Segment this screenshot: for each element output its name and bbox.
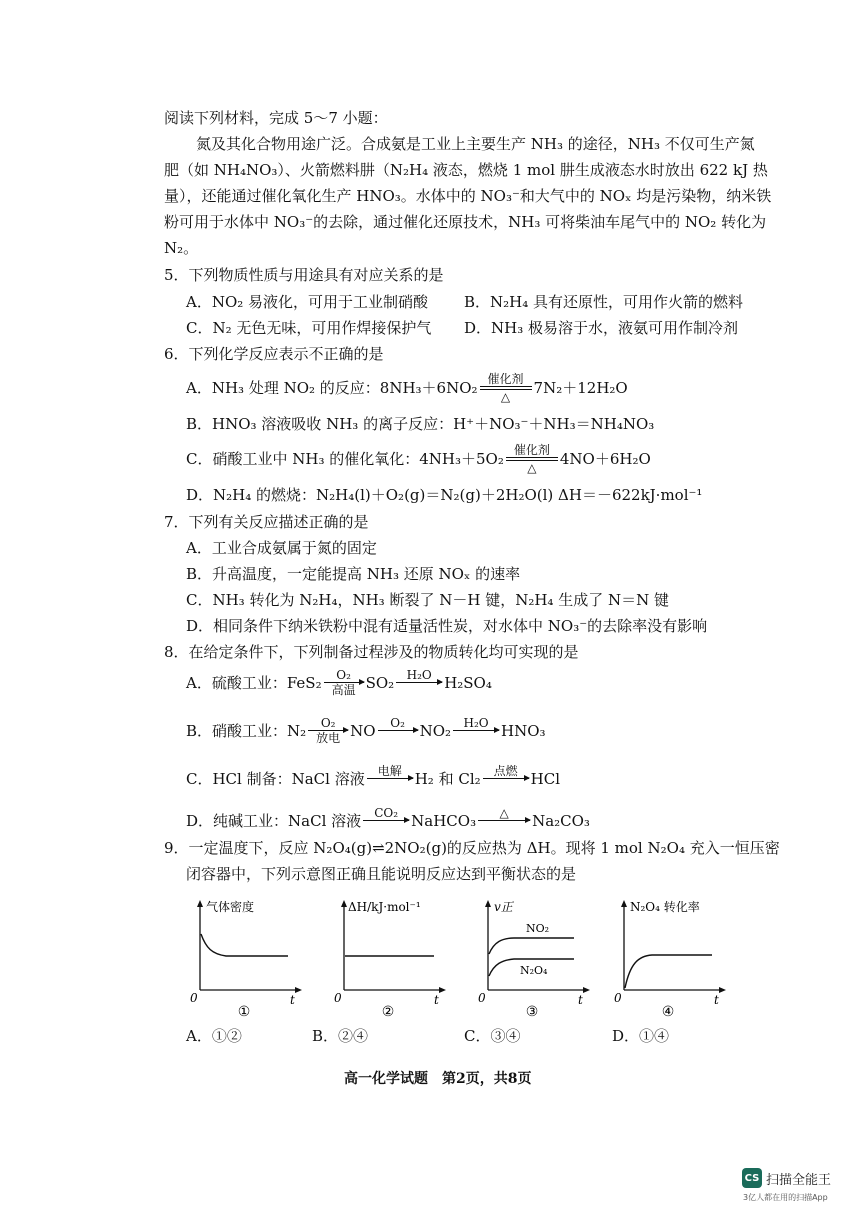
q6-a-reactants: A．NH₃ 处理 NO₂ 的反应：8NH₃＋6NO₂ bbox=[186, 379, 478, 397]
graph-2-origin: 0 bbox=[334, 991, 342, 1005]
q5-option-b: B．N₂H₄ 具有还原性，可用作火箭的燃料 bbox=[464, 293, 744, 311]
q9-stem-line-2: 闭容器中，下列示意图正确且能说明反应达到平衡状态的是 bbox=[186, 865, 577, 883]
page-footer: 高一化学试题 第2页，共8页 bbox=[344, 1071, 532, 1087]
graph-1-curve bbox=[201, 934, 288, 956]
graph-4-conversion bbox=[610, 898, 730, 1020]
reading-heading: 阅读下列材料，完成 5～7 小题： bbox=[164, 109, 388, 127]
q8-stem: 8．在给定条件下，下列制备过程涉及的物质转化均可实现的是 bbox=[164, 643, 579, 661]
q6-option-c bbox=[186, 443, 651, 475]
q6-option-a bbox=[186, 372, 628, 404]
graph-1-number: ① bbox=[237, 1004, 251, 1020]
q9-option-a: A．①② bbox=[186, 1027, 242, 1045]
graph-2-enthalpy bbox=[330, 898, 470, 1020]
q7-option-c: C．NH₃ 转化为 N₂H₄，NH₃ 断裂了 N－H 键，N₂H₄ 生成了 N＝N 键 bbox=[186, 591, 669, 609]
graph-1-xlabel: t bbox=[290, 993, 295, 1007]
q8-c-arrow-1: 电解 bbox=[367, 764, 413, 793]
q9-option-b: B．②④ bbox=[312, 1027, 369, 1045]
graph-2-ylabel: ΔH/kJ·mol⁻¹ bbox=[348, 900, 421, 914]
graph-2-xlabel: t bbox=[434, 993, 439, 1007]
q7-stem: 7．下列有关反应描述正确的是 bbox=[164, 513, 369, 531]
q6-a-products: 7N₂＋12H₂O bbox=[533, 379, 628, 397]
graph-3-ylabel: v正 bbox=[494, 900, 513, 914]
q8-option-c: C．HCl 制备：NaCl 溶液 电解 H₂ 和 Cl₂ 点燃 HCl bbox=[186, 764, 560, 793]
q8-option-a: A．硫酸工业：FeS₂ O₂ 高温 SO₂ H₂O H₂SO₄ bbox=[186, 668, 492, 697]
q9-option-c: C．③④ bbox=[464, 1027, 521, 1045]
graph-3-number: ③ bbox=[525, 1004, 539, 1020]
q5-option-d: D．NH₃ 极易溶于水，液氨可用作制冷剂 bbox=[464, 319, 739, 337]
q8-d-arrow-1: CO₂ bbox=[363, 806, 409, 835]
q6-option-b: B．HNO₃ 溶液吸收 NH₃ 的离子反应：H⁺＋NO₃⁻＋NH₃＝NH₄NO₃ bbox=[186, 415, 655, 433]
q5-stem: 5．下列物质性质与用途具有对应关系的是 bbox=[164, 266, 444, 284]
graph-3-series-no2: NO₂ bbox=[526, 922, 550, 935]
q7-option-a: A．工业合成氨属于氮的固定 bbox=[186, 539, 377, 557]
graph-3-origin: 0 bbox=[478, 991, 486, 1005]
q8-option-d: D．纯碱工业：NaCl 溶液 CO₂ NaHCO₃ △ Na₂CO₃ bbox=[186, 806, 590, 835]
passage-line-4: 粉可用于水体中 NO₃⁻的去除，通过催化还原技术，NH₃ 可将柴油车尾气中的 NO₂ 转化为 bbox=[164, 213, 767, 231]
passage-line-1: 氮及其化合物用途广泛。合成氨是工业上主要生产 NH₃ 的途径，NH₃ 不仅可生产氮 bbox=[196, 135, 755, 153]
q8-b-arrow-1: O₂ 放电 bbox=[308, 716, 348, 745]
q6-c-reactants: C．硝酸工业中 NH₃ 的催化氧化：4NH₃＋5O₂ bbox=[186, 450, 504, 468]
graph-4-number: ④ bbox=[661, 1004, 675, 1020]
passage-line-5: N₂。 bbox=[164, 239, 199, 257]
graph-3-no2-curve bbox=[489, 938, 574, 954]
graph-4-curve bbox=[625, 955, 712, 988]
q7-option-b: B．升高温度，一定能提高 NH₃ 还原 NOₓ 的速率 bbox=[186, 565, 521, 583]
graph-2-number: ② bbox=[381, 1004, 395, 1020]
graph-3-rate bbox=[474, 898, 594, 1020]
q7-option-d: D．相同条件下纳米铁粉中混有适量活性炭，对水体中 NO₃⁻的去除率没有影响 bbox=[186, 617, 708, 635]
graph-4-ylabel: N₂O₄ 转化率 bbox=[630, 900, 700, 914]
graph-4-xlabel: t bbox=[714, 993, 719, 1007]
graph-1-gas-density bbox=[186, 898, 306, 1020]
q6-c-condition-arrow: 催化剂 △ bbox=[506, 443, 558, 475]
q8-a-arrow-1: O₂ 高温 bbox=[324, 668, 364, 697]
app-tagline: 3亿人都在用的扫描App bbox=[743, 1193, 828, 1202]
q6-a-condition-arrow: 催化剂 △ bbox=[480, 372, 532, 404]
q8-d-arrow-2: △ bbox=[478, 806, 530, 835]
graph-3-series-n2o4: N₂O₄ bbox=[520, 964, 548, 977]
q6-c-products: 4NO＋6H₂O bbox=[559, 450, 651, 468]
graph-3-xlabel: t bbox=[578, 993, 583, 1007]
q8-a-arrow-2: H₂O bbox=[396, 668, 442, 697]
graph-1-ylabel: 气体密度 bbox=[206, 900, 255, 914]
q9-stem-line-1: 9．一定温度下，反应 N₂O₄(g)⇌2NO₂(g)的反应热为 ΔH。现将 1 mol N₂O₄ 充入一恒压密 bbox=[164, 839, 780, 857]
graph-1-origin: 0 bbox=[190, 991, 198, 1005]
q5-option-c: C．N₂ 无色无味，可用作焊接保护气 bbox=[186, 319, 432, 337]
q8-b-arrow-2: O₂ bbox=[378, 716, 418, 745]
cs-badge-icon: CS bbox=[742, 1168, 762, 1188]
q8-c-arrow-2: 点燃 bbox=[483, 764, 529, 793]
q5-option-a: A．NO₂ 易液化，可用于工业制硝酸 bbox=[186, 293, 429, 311]
passage-line-3: 量），还能通过催化氧化生产 HNO₃。水体中的 NO₃⁻和大气中的 NOₓ 均是污染物，纳米铁 bbox=[164, 187, 772, 205]
camscanner-logo bbox=[742, 1168, 831, 1188]
app-name: 扫描全能王 bbox=[766, 1172, 832, 1188]
graph-4-origin: 0 bbox=[614, 991, 622, 1005]
q8-b-arrow-3: H₂O bbox=[453, 716, 499, 745]
q9-option-d: D．①④ bbox=[612, 1027, 670, 1045]
q6-option-d: D．N₂H₄ 的燃烧：N₂H₄(l)＋O₂(g)＝N₂(g)＋2H₂O(l) ΔH＝－622kJ·mol⁻¹ bbox=[186, 486, 703, 504]
q6-stem: 6．下列化学反应表示不正确的是 bbox=[164, 345, 384, 363]
q8-option-b: B．硝酸工业：N₂ O₂ 放电 NO O₂ NO₂ H₂O HNO₃ bbox=[186, 716, 546, 745]
passage-line-2: 肥（如 NH₄NO₃）、火箭燃料肼（N₂H₄ 液态，燃烧 1 mol 肼生成液态水时放出 622 kJ 热 bbox=[164, 161, 768, 179]
